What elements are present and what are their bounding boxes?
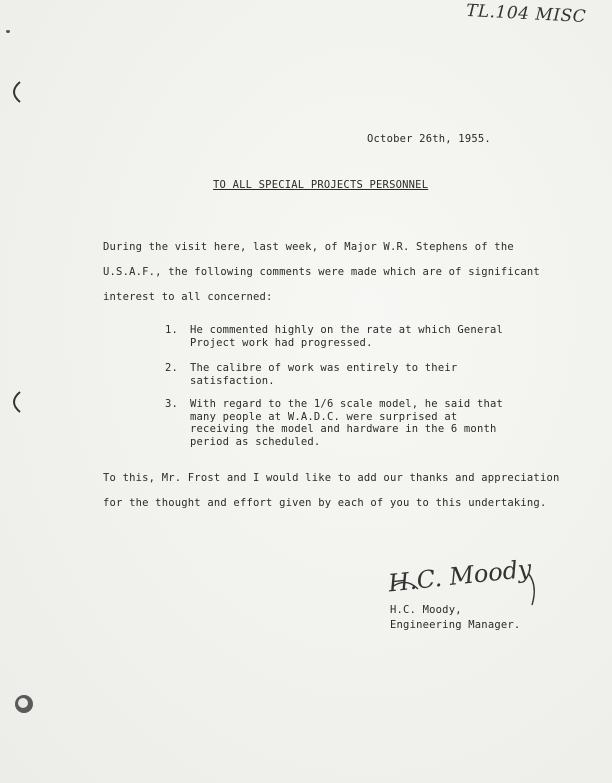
intro-line: U.S.A.F., the following comments were made which are of significant	[103, 266, 540, 278]
closing-line: To this, Mr. Frost and I would like to add our thanks and appreciation	[103, 472, 560, 484]
signatory-title: Engineering Manager.	[390, 619, 521, 631]
intro-line: During the visit here, last week, of Major W.R. Stephens of the	[103, 241, 514, 253]
item-text: With regard to the 1/6 scale model, he said that many people at W.A.D.C. were surprised at receiving the model and hardware in the 6 month period as scheduled.	[190, 398, 504, 448]
item-number: 3.	[164, 398, 178, 410]
binder-hole-bottom	[10, 690, 38, 718]
closing-line: for the thought and effort given by each of you to this undertaking.	[103, 497, 547, 509]
file-note: TL.104 MISC	[465, 0, 587, 28]
signatory-name: H.C. Moody,	[390, 604, 462, 616]
letter-heading: TO ALL SPECIAL PROJECTS PERSONNEL	[213, 179, 429, 191]
letter-date: October 26th, 1955.	[367, 133, 491, 145]
binder-hole-top	[4, 78, 24, 106]
speck-mark	[6, 30, 10, 33]
item-text: He commented highly on the rate at which General Project work had progressed.	[190, 324, 504, 349]
intro-line: interest to all concerned:	[103, 291, 273, 303]
binder-hole-middle	[4, 388, 24, 416]
item-number: 2.	[164, 362, 178, 374]
item-text: The calibre of work was entirely to their satisfaction.	[190, 362, 458, 387]
handwritten-signature: H.C. Moody	[386, 554, 533, 598]
item-number: 1.	[164, 324, 178, 336]
